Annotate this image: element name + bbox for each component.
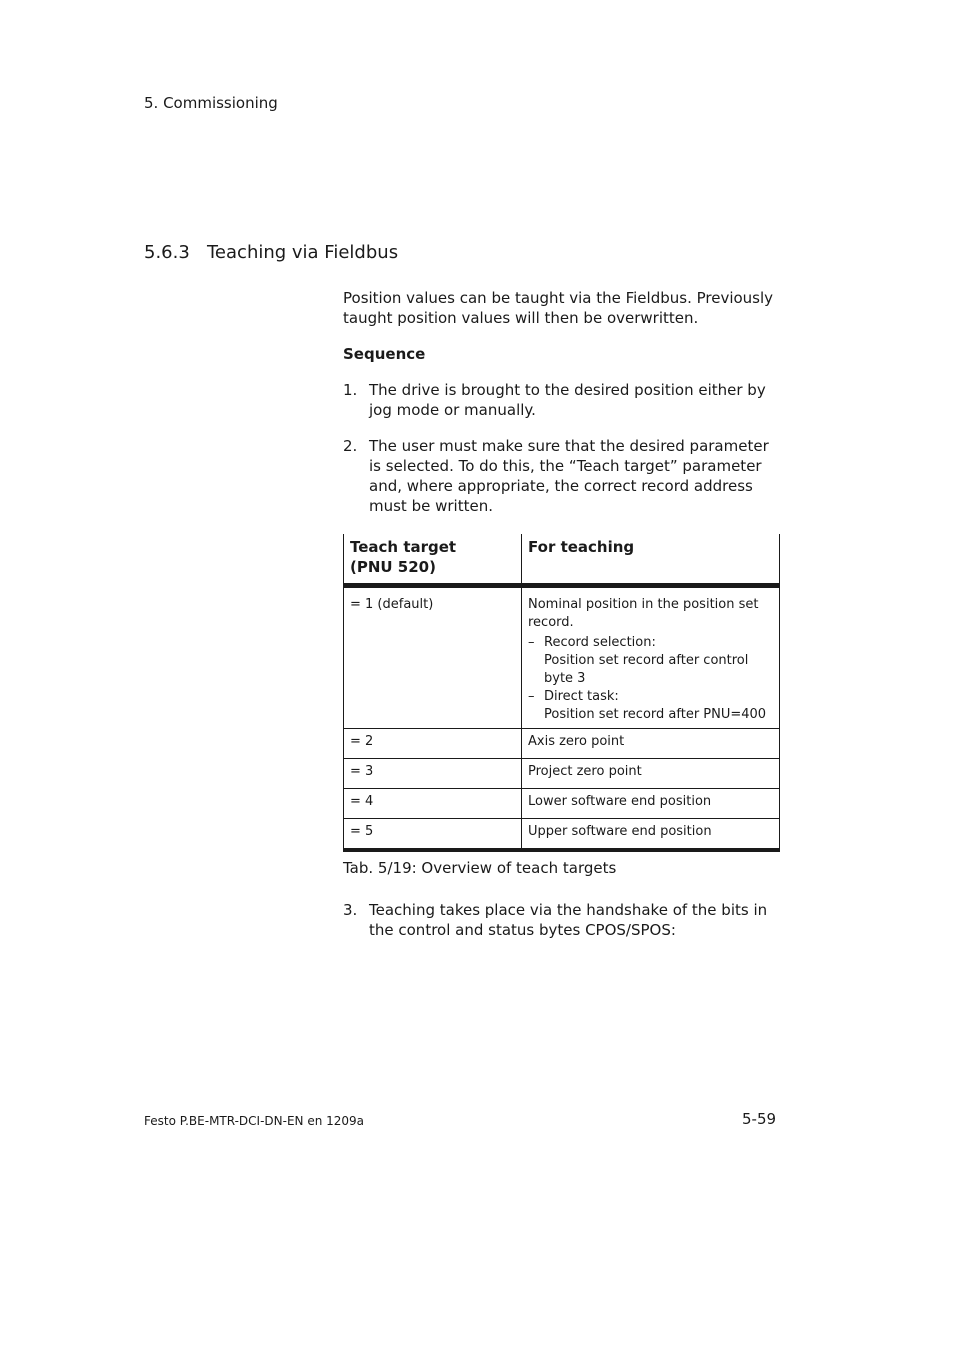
cell-teaching-text: Nominal position in the position set record. (528, 597, 759, 630)
teach-targets-table (343, 534, 780, 852)
step-text: Teaching takes place via the handshake of the bits in the control and status bytes CPOS/SPOS: (369, 901, 768, 939)
section-heading (144, 242, 398, 263)
sequence-heading: Sequence (343, 345, 426, 363)
table-row (344, 729, 780, 759)
table-row (344, 819, 780, 851)
cell-teaching: Project zero point (522, 759, 780, 789)
step-text: The user must make sure that the desired parameter is selected. To do this, the “Teach target” parameter and, where appropriate, the correct record address must be written. (369, 437, 769, 515)
header-for-teaching: For teaching (522, 534, 780, 586)
cell-teaching: Upper software end position (522, 819, 780, 851)
cell-teaching: Lower software end position (522, 789, 780, 819)
cell-target: = 5 (344, 819, 522, 851)
cell-target: = 1 (default) (344, 586, 522, 729)
table-row (344, 789, 780, 819)
step-number: 3. (343, 901, 358, 919)
dash-marker: – (528, 689, 535, 704)
step-number: 2. (343, 437, 358, 455)
table-row (344, 759, 780, 789)
step-2 (343, 436, 783, 516)
step-3 (343, 900, 783, 940)
table-row (344, 586, 780, 729)
step-number: 1. (343, 381, 358, 399)
cell-target: = 2 (344, 729, 522, 759)
running-head: 5. Commissioning (144, 94, 278, 112)
step-text: The drive is brought to the desired position either by jog mode or manually. (369, 381, 766, 419)
bullet-text (544, 634, 773, 688)
list-item (528, 688, 773, 724)
table-caption: Tab. 5/19: Overview of teach targets (343, 859, 617, 877)
cell-target: = 3 (344, 759, 522, 789)
page-number: 5-59 (742, 1110, 777, 1128)
header-teach-target-line2: (PNU 520) (350, 558, 436, 576)
header-teach-target (344, 534, 522, 586)
table-header-row (344, 534, 780, 586)
cell-teaching (522, 586, 780, 729)
header-teach-target-line1: Teach target (350, 538, 457, 556)
bullet-line: Position set record after PNU=400 (544, 707, 767, 722)
section-number: 5.6.3 (144, 242, 190, 263)
intro-paragraph: Position values can be taught via the Fieldbus. Previously taught position values will then be overwritten. (343, 289, 774, 327)
cell-target: = 4 (344, 789, 522, 819)
bullet-text (544, 688, 766, 724)
step-1 (343, 380, 783, 420)
teaching-bullet-list (528, 634, 773, 724)
dash-marker: – (528, 635, 535, 650)
bullet-line: Position set record after control byte 3 (544, 653, 749, 686)
bullet-line: Direct task: (544, 689, 619, 704)
footer-doc-id: Festo P.BE-MTR-DCI-DN-EN en 1209a (144, 1114, 365, 1128)
bullet-line: Record selection: (544, 635, 656, 650)
list-item (528, 634, 773, 688)
section-title: Teaching via Fieldbus (207, 242, 399, 263)
cell-teaching: Axis zero point (522, 729, 780, 759)
